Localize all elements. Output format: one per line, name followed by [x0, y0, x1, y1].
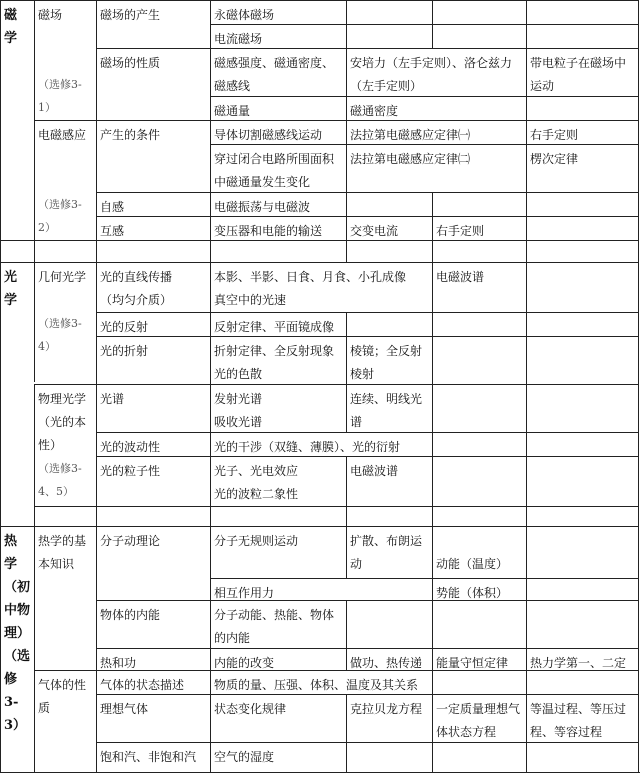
empty-cell	[432, 432, 526, 456]
cell-text-line: （选修3-2）	[38, 198, 82, 234]
cell-text-line: 电磁感应	[38, 128, 87, 142]
table-cell	[432, 578, 526, 600]
cell-text-line: 磁场	[38, 8, 63, 22]
empty-cell	[526, 432, 638, 456]
empty-cell	[432, 456, 526, 506]
cell-text-line: 相互作用力	[214, 586, 275, 600]
cell-text-line: 光的波粒二象性	[214, 487, 299, 501]
cell-text-line: 克拉贝龙方程	[350, 702, 423, 716]
cell-text-line: （光的本	[38, 415, 87, 429]
table-cell	[210, 578, 432, 600]
cell-text-line: 磁场的性质	[100, 56, 161, 70]
table-cell	[346, 96, 526, 120]
table-cell	[96, 432, 210, 456]
table-cell	[96, 120, 210, 192]
cell-text-line: （初	[4, 580, 31, 595]
empty-cell	[34, 240, 96, 262]
empty-cell	[526, 216, 638, 240]
cell-text-line: 势能（体积）	[436, 586, 509, 600]
table-cell	[432, 648, 526, 670]
table-cell	[346, 216, 432, 240]
empty-cell	[432, 742, 526, 773]
table-cell	[346, 694, 432, 742]
table-cell	[96, 216, 210, 240]
table-cell	[526, 120, 638, 144]
table-cell	[210, 24, 346, 48]
cell-text-line: 光谱	[100, 392, 125, 406]
table-cell	[210, 192, 346, 216]
cell-text-line: （均匀介质）	[100, 293, 173, 307]
cell-text-line: 理）	[4, 626, 31, 641]
empty-cell	[526, 336, 638, 384]
table-cell	[96, 670, 210, 694]
table-cell	[210, 670, 432, 694]
cell-text-line: 光的干涉（双缝、薄膜）、光的衍射	[214, 440, 401, 454]
cell-text-line: 学	[4, 31, 18, 46]
cell-text-line: 物理光学	[38, 392, 87, 406]
cell-text-line: 物体的内能	[100, 608, 161, 622]
table-cell	[210, 600, 346, 648]
cell-text-line	[38, 27, 93, 50]
cell-text-line: 做功、热传递	[350, 656, 423, 670]
cell-text-line: 电磁振荡与电磁波	[214, 200, 311, 214]
table-cell	[96, 0, 210, 48]
cell-text-line: 光的反射	[100, 320, 149, 334]
empty-cell	[526, 262, 638, 312]
empty-cell	[346, 240, 432, 262]
cell-text-line: 热力学第一、二定	[530, 656, 627, 670]
empty-cell	[346, 24, 432, 48]
empty-cell	[526, 600, 638, 648]
cell-text-line	[436, 530, 523, 553]
empty-cell	[526, 24, 638, 48]
table-cell	[0, 0, 34, 240]
table-cell	[34, 670, 96, 773]
empty-cell	[34, 506, 96, 526]
cell-text-line: 状态变化规律	[214, 702, 287, 716]
table-cell	[96, 742, 210, 773]
empty-cell	[526, 312, 638, 336]
cell-text-line: 学	[4, 557, 18, 572]
cell-text-line: 互感	[100, 224, 125, 238]
table-cell	[210, 384, 346, 432]
cell-text-line: （选修3-1）	[38, 78, 82, 114]
empty-cell	[526, 506, 638, 526]
table-cell	[96, 648, 210, 670]
empty-cell	[526, 670, 638, 694]
cell-text-line: 磁感强度、磁通密度、磁感线	[214, 56, 335, 93]
table-cell	[0, 262, 34, 526]
empty-cell	[96, 506, 210, 526]
empty-cell	[346, 742, 432, 773]
table-cell	[346, 336, 432, 384]
cell-text-line: 光的折射	[100, 344, 149, 358]
cell-text-line: 反射定律、平面镜成像	[214, 320, 335, 334]
cell-text-line: 右手定则	[530, 128, 579, 142]
cell-text-line: （选修3-4、5）	[38, 462, 82, 498]
cell-text-line: 发射光谱	[214, 392, 263, 406]
table-cell	[210, 336, 346, 384]
empty-cell	[526, 384, 638, 432]
empty-cell	[432, 336, 526, 384]
cell-text-line: 理想气体	[100, 702, 149, 716]
table-cell	[346, 48, 526, 96]
table-cell	[34, 0, 96, 120]
empty-cell	[0, 240, 34, 262]
table-cell	[432, 694, 526, 742]
cell-text-line: 几何光学	[38, 270, 87, 284]
empty-cell	[432, 192, 526, 216]
empty-cell	[526, 578, 638, 600]
table-cell	[96, 336, 210, 384]
table-cell	[34, 262, 96, 382]
cell-text-line: 穿过闭合电路所围面积中磁通量发生变化	[214, 152, 335, 189]
cell-text-line: 性）	[38, 438, 63, 452]
table-cell	[210, 96, 346, 120]
table-cell	[210, 456, 346, 506]
cell-text-line: 分子无规则运动	[214, 534, 299, 548]
cell-text-line: 楞次定律	[530, 152, 579, 166]
table-cell	[210, 648, 346, 670]
table-cell	[96, 262, 210, 312]
cell-text-line: 永磁体磁场	[214, 8, 275, 22]
cell-text-line: 气体的状态描述	[100, 678, 185, 692]
cell-text-line: 光	[4, 270, 18, 285]
cell-text-line: 分子动理论	[100, 534, 161, 548]
cell-text-line: 光子、光电效应	[214, 464, 299, 478]
cell-text-line: 真空中的光速	[214, 293, 287, 307]
cell-text-line: 电流磁场	[214, 32, 263, 46]
cell-text-line: 一定质量理想气体状态方程	[436, 702, 521, 739]
empty-cell	[432, 670, 526, 694]
cell-text-line: 磁	[4, 8, 18, 23]
table-cell	[34, 384, 96, 526]
table-cell	[346, 144, 526, 192]
cell-text-line: 光的直线传播	[100, 270, 173, 284]
empty-cell	[346, 0, 432, 24]
table-cell	[96, 48, 210, 120]
table-cell	[346, 526, 432, 578]
table-cell	[210, 742, 346, 773]
table-cell	[96, 694, 210, 742]
cell-text-line: 能量守恒定律	[436, 656, 509, 670]
cell-text-line: 法拉第电磁感应定律㈡	[350, 152, 471, 166]
cell-text-line: （选	[4, 649, 31, 664]
empty-cell	[526, 0, 638, 24]
empty-cell	[210, 240, 346, 262]
cell-text-line: （选修3-4）	[38, 317, 82, 353]
empty-cell	[526, 192, 638, 216]
empty-cell	[432, 24, 526, 48]
empty-cell	[210, 506, 346, 526]
table-cell	[210, 694, 346, 742]
table-cell	[210, 526, 346, 578]
cell-text-line: 内能的改变	[214, 656, 275, 670]
empty-cell	[346, 506, 432, 526]
cell-text-line: 分子动能、热能、物体的内能	[214, 608, 335, 645]
table-cell	[210, 120, 346, 144]
cell-text-line: 修	[4, 672, 18, 687]
cell-text-line: 学	[4, 293, 18, 308]
cell-text-line: 空气的湿度	[214, 750, 275, 764]
cell-text-line: 扩散、布朗运动	[350, 534, 423, 571]
cell-text-line: 折射定律、全反射现象	[214, 344, 335, 358]
cell-text-line: 热	[4, 534, 18, 549]
cell-text-line: 安培力（左手定则）、洛仑兹力（左手定则）	[350, 56, 513, 93]
table-cell	[526, 144, 638, 192]
cell-text-line: 法拉第电磁感应定律㈠	[350, 128, 471, 142]
empty-cell	[526, 456, 638, 506]
empty-cell	[526, 526, 638, 578]
table-cell	[34, 120, 96, 240]
cell-text-line	[38, 50, 93, 73]
cell-text-line: 磁场的产生	[100, 8, 161, 22]
cell-text-line: 本影、半影、日食、月食、小孔成像	[214, 270, 407, 284]
cell-text-line: 带电粒子在磁场中运动	[530, 56, 627, 93]
cell-text-line: 等温过程、等压过程、等容过程	[530, 702, 627, 739]
table-cell	[96, 600, 210, 648]
cell-text-line	[38, 170, 93, 193]
table-cell	[210, 144, 346, 192]
empty-cell	[526, 240, 638, 262]
cell-text-line: 磁通量	[214, 104, 251, 118]
table-cell	[96, 192, 210, 216]
table-cell	[0, 526, 34, 773]
cell-text-line: 热学的基本知识	[38, 534, 87, 571]
cell-text-line	[38, 147, 93, 170]
table-cell	[96, 456, 210, 506]
cell-text-line: 动能（温度）	[436, 557, 509, 571]
cell-text-line: 棱镜；全反射棱射	[350, 344, 423, 381]
table-cell	[432, 526, 526, 578]
table-cell	[210, 262, 432, 312]
cell-text-line: 导体切割磁感线运动	[214, 128, 323, 142]
empty-cell	[96, 240, 210, 262]
cell-text-line: 光的粒子性	[100, 464, 161, 478]
table-cell	[96, 312, 210, 336]
empty-cell	[432, 506, 526, 526]
table-cell	[346, 384, 432, 432]
cell-text-line: 光的波动性	[100, 440, 161, 454]
table-cell	[96, 384, 210, 432]
cell-text-line: 电磁波谱	[350, 464, 399, 478]
empty-cell	[346, 192, 432, 216]
table-cell	[526, 648, 638, 670]
empty-cell	[346, 600, 432, 648]
cell-text-line: 连续、明线光谱	[350, 392, 423, 429]
table-cell	[96, 526, 210, 600]
table-cell	[432, 216, 526, 240]
table-cell	[346, 456, 432, 506]
empty-cell	[432, 312, 526, 336]
empty-cell	[526, 96, 638, 120]
empty-cell	[432, 600, 526, 648]
cell-text-line: 自感	[100, 200, 125, 214]
cell-text-line: 物质的量、压强、体积、温度及其关系	[214, 678, 419, 692]
table-cell	[526, 48, 638, 96]
empty-cell	[432, 240, 526, 262]
cell-text-line	[38, 289, 93, 312]
empty-cell	[526, 742, 638, 773]
table-right-border	[638, 0, 639, 773]
cell-text-line: 交变电流	[350, 224, 399, 238]
cell-text-line: 电磁波谱	[436, 270, 485, 284]
cell-text-line: 磁通密度	[350, 104, 399, 118]
cell-text-line: 气体的性质	[38, 678, 87, 715]
table-cell	[346, 120, 526, 144]
table-cell	[34, 526, 96, 670]
empty-cell	[432, 384, 526, 432]
table-cell	[210, 432, 432, 456]
cell-text-line: 饱和汽、非饱和汽	[100, 750, 197, 764]
cell-text-line: 3-3）	[4, 695, 27, 733]
table-cell	[210, 0, 346, 24]
table-cell	[210, 48, 346, 96]
table-cell	[210, 216, 346, 240]
table-cell	[210, 312, 346, 336]
empty-cell	[346, 312, 432, 336]
table-cell	[346, 648, 432, 670]
cell-text-line: 右手定则	[436, 224, 485, 238]
cell-text-line: 热和功	[100, 656, 137, 670]
table-cell	[432, 262, 526, 312]
cell-text-line: 中物	[4, 603, 31, 618]
cell-text-line: 产生的条件	[100, 128, 161, 142]
cell-text-line: 变压器和电能的输送	[214, 224, 323, 238]
cell-text-line: 吸收光谱	[214, 415, 263, 429]
cell-text-line: 光的色散	[214, 367, 263, 381]
table-cell	[526, 694, 638, 742]
empty-cell	[432, 0, 526, 24]
